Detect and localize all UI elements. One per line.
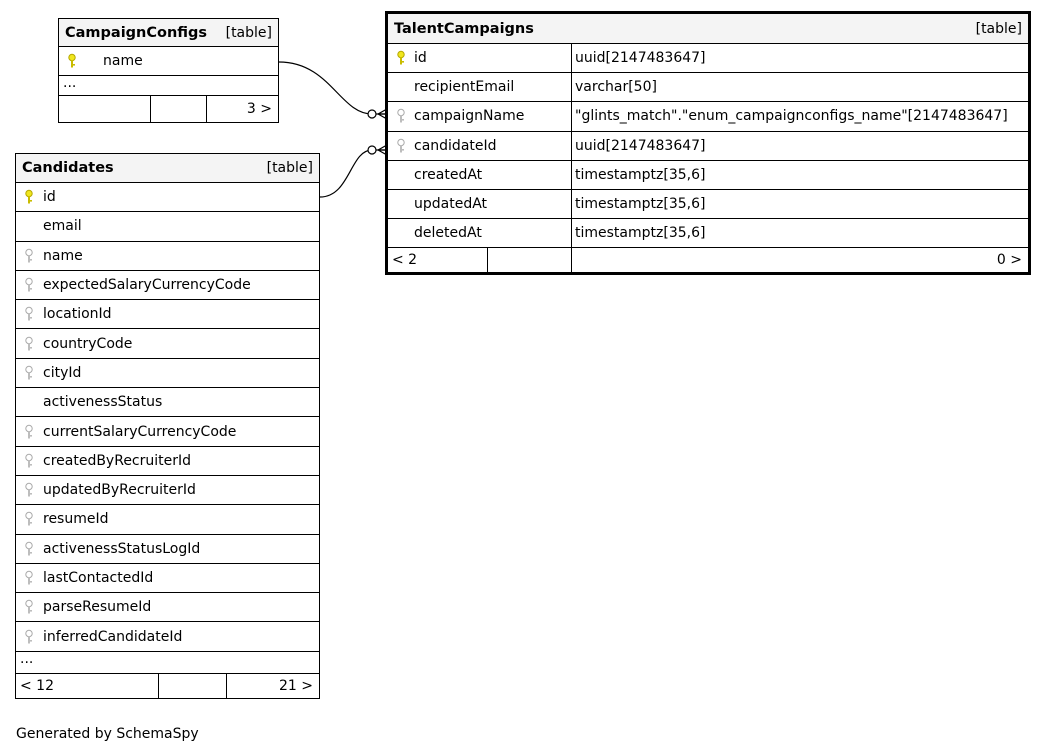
table-type: [table] (975, 20, 1022, 37)
column-row-name[interactable] (59, 47, 278, 76)
parents-count[interactable] (59, 96, 151, 122)
foreign-key-icon (16, 453, 42, 469)
table-header (388, 14, 1028, 44)
column-name: candidateId (414, 137, 497, 154)
column-name: lastContactedId (43, 570, 154, 586)
parents-count[interactable]: < 12 (16, 674, 159, 698)
column-row[interactable] (16, 300, 319, 329)
foreign-key-icon (16, 424, 42, 440)
column-datatype: timestamptz[35,6] (575, 225, 706, 242)
column-name-cell (388, 132, 572, 160)
primary-key-icon (59, 53, 85, 69)
column-row[interactable] (388, 161, 1028, 190)
column-row[interactable] (388, 190, 1028, 219)
footer-middle (151, 96, 207, 122)
column-name-cell (388, 190, 572, 218)
column-name-cell (388, 102, 572, 130)
column-row[interactable] (16, 505, 319, 534)
column-name-cell (388, 44, 572, 72)
column-name: resumeId (43, 511, 109, 528)
column-datatype: timestamptz[35,6] (575, 196, 706, 213)
column-name: createdByRecruiterId (43, 452, 192, 469)
foreign-key-icon (16, 599, 42, 615)
column-row[interactable] (16, 212, 319, 241)
column-row[interactable] (16, 271, 319, 300)
column-name-cell (388, 73, 572, 101)
children-count[interactable]: 0 > (996, 252, 1022, 269)
column-row[interactable] (16, 388, 319, 417)
column-row[interactable] (16, 564, 319, 593)
column-row[interactable] (16, 359, 319, 388)
primary-key-icon (16, 189, 42, 205)
table-header (59, 19, 278, 47)
column-datatype: timestamptz[35,6] (575, 166, 706, 183)
footer-middle (488, 248, 572, 272)
table-name[interactable]: Candidates (22, 160, 114, 176)
column-name: parseResumeId (43, 599, 152, 616)
foreign-key-icon (16, 511, 42, 527)
column-name-cell (388, 161, 572, 189)
table-name[interactable]: TalentCampaigns (394, 20, 534, 37)
children-count[interactable]: 21 > (279, 677, 313, 694)
column-name: name (103, 53, 143, 69)
column-name: expectedSalaryCurrencyCode (43, 277, 251, 294)
column-name: updatedAt (414, 196, 488, 213)
column-row[interactable] (388, 219, 1028, 248)
column-name: campaignName (414, 108, 525, 125)
foreign-key-icon (16, 365, 42, 381)
column-datatype: "glints_match"."enum_campaignconfigs_name"[2147483647] (575, 108, 1008, 125)
generated-by-label: Generated by SchemaSpy (16, 726, 199, 742)
column-row[interactable] (16, 329, 319, 358)
candidates-table[interactable] (15, 153, 320, 699)
table-footer (59, 96, 278, 122)
column-name: activenessStatus (43, 394, 163, 411)
column-row[interactable] (388, 44, 1028, 73)
more-columns-ellipsis: ... (16, 652, 319, 674)
column-name: id (43, 189, 56, 206)
foreign-key-icon (16, 482, 42, 498)
column-name: deletedAt (414, 225, 482, 242)
foreign-key-icon (16, 336, 42, 352)
column-row[interactable] (388, 73, 1028, 102)
parents-count[interactable]: < 2 (388, 248, 488, 272)
column-row[interactable] (16, 183, 319, 212)
column-name: activenessStatusLogId (43, 540, 201, 557)
foreign-key-icon (16, 248, 42, 264)
column-name: cityId (43, 364, 82, 381)
foreign-key-icon (16, 541, 42, 557)
table-type: [table] (266, 160, 313, 176)
table-footer (388, 248, 1028, 272)
column-datatype: uuid[2147483647] (575, 50, 706, 67)
table-name[interactable]: CampaignConfigs (65, 24, 208, 41)
column-row[interactable] (16, 417, 319, 446)
column-name-cell (388, 219, 572, 247)
relation-campaignname-to-campaignconfigs (279, 62, 387, 114)
foreign-key-icon (16, 277, 42, 293)
column-name: email (43, 218, 82, 235)
column-name: createdAt (414, 166, 483, 183)
primary-key-icon (388, 50, 414, 66)
column-row[interactable] (16, 476, 319, 505)
column-name: currentSalaryCurrencyCode (43, 423, 237, 440)
talent-campaigns-table[interactable] (385, 11, 1031, 275)
footer-middle (159, 674, 227, 698)
column-row[interactable] (388, 102, 1028, 131)
column-name: name (43, 247, 83, 264)
column-row[interactable] (16, 593, 319, 622)
column-name: countryCode (43, 335, 133, 352)
foreign-key-icon (388, 138, 414, 154)
relation-candidateid-to-candidates (320, 150, 387, 197)
table-type: [table] (225, 24, 272, 41)
column-row[interactable] (16, 622, 319, 651)
relation-optional-marker (368, 146, 376, 154)
table-footer (16, 674, 319, 698)
column-row[interactable] (16, 242, 319, 271)
column-datatype: varchar[50] (575, 79, 657, 96)
column-row[interactable] (16, 447, 319, 476)
relation-optional-marker (368, 110, 376, 118)
column-name: updatedByRecruiterId (43, 482, 196, 499)
column-name: inferredCandidateId (43, 628, 183, 645)
table-header (16, 154, 319, 183)
column-name: id (414, 50, 427, 67)
column-name: recipientEmail (414, 79, 515, 96)
more-columns-ellipsis: ... (59, 76, 278, 96)
column-row[interactable] (16, 535, 319, 564)
column-name: locationId (43, 306, 112, 323)
column-row[interactable] (388, 132, 1028, 161)
foreign-key-icon (388, 108, 414, 124)
column-datatype: uuid[2147483647] (575, 137, 706, 154)
children-count[interactable]: 3 > (246, 101, 272, 117)
foreign-key-icon (16, 306, 42, 322)
foreign-key-icon (16, 629, 42, 645)
campaign-configs-table[interactable] (58, 18, 279, 123)
foreign-key-icon (16, 570, 42, 586)
